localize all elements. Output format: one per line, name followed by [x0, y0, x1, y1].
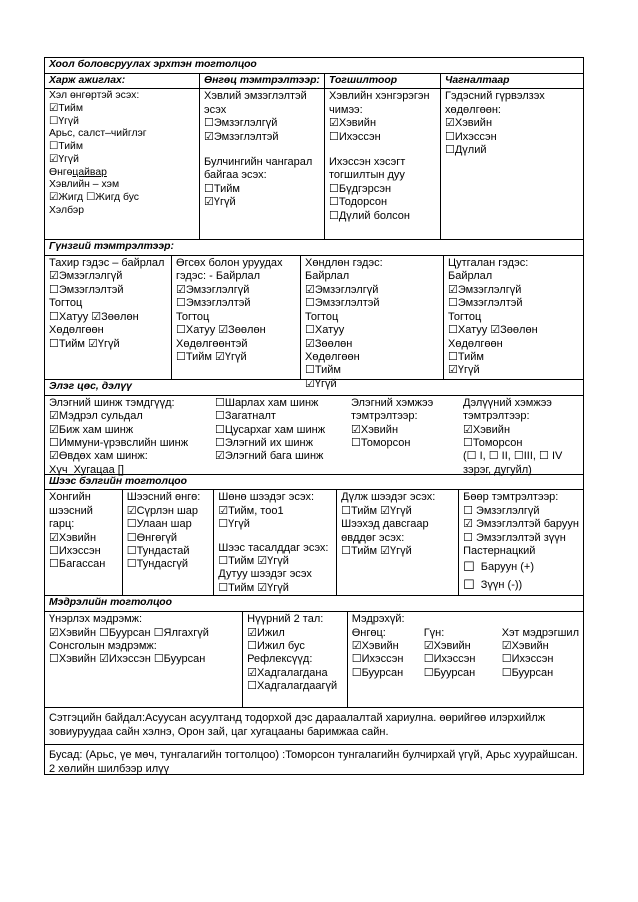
sound-dull-option[interactable]: ☐Бүдгэрсэн: [329, 182, 392, 195]
asc-desc-mobility-options[interactable]: ☐Тийм ☑Үгүй: [176, 350, 247, 363]
smell-options[interactable]: ☑Хэвийн ☐Буурсан ☐Ялгахгүй: [49, 626, 209, 639]
auscultation-heading: Чагналтаар: [440, 74, 583, 89]
itching-option[interactable]: ☐Загатналт: [215, 410, 276, 423]
skin-moist-yes[interactable]: ☐Тийм: [49, 141, 83, 153]
hearing-options[interactable]: ☐Хэвийн ☑Ихэссэн ☐Буурсан: [49, 653, 206, 666]
hypersensitivity-increased[interactable]: ☐Ихэссэн: [501, 653, 554, 666]
no-tenderness-option[interactable]: ☐Эмзэглэлгүй: [204, 117, 278, 130]
sediment-no[interactable]: ☐Тундасгүй: [126, 558, 188, 571]
transverse-mobility-yes[interactable]: ☐Тийм: [305, 364, 341, 377]
hearing-label: Сонсголын мэдрэмж:: [49, 639, 157, 652]
sensation-label: Мэдрэхүй:: [351, 613, 405, 626]
hypersensitivity-label: Хэт мэдрэгшил: [501, 626, 579, 639]
output-normal[interactable]: ☑Хэвийн: [49, 531, 97, 544]
liver-size-label-2: тэмтрэлтээр:: [351, 410, 418, 423]
sigmoid-position-label: Тахир гэдэс – байрлал: [49, 257, 165, 270]
nervous-row: [45, 611, 583, 707]
transverse-colon-cell: [300, 256, 443, 390]
kidney-palpation-label: Бөөр тэмтрэлтээр:: [463, 491, 559, 504]
immune-inflammation-option[interactable]: ☐Иммуни-үрэвслийн шинж: [49, 436, 189, 449]
cecum-label: Цутгалан гэдэс:: [448, 257, 529, 270]
sound-clear-option[interactable]: ☐Тодорсон: [329, 196, 388, 209]
major-liver-sign-option[interactable]: ☐Элэгний их шинж: [215, 436, 313, 449]
nocturia-yes[interactable]: ☑Тийм, тоо1: [218, 504, 284, 517]
reflexes-label: Рефлексүүд:: [247, 653, 313, 666]
peristalsis-label-2: хөдөлгөөн:: [445, 103, 501, 116]
spleen-grade-note: зэрэг, дугуйл): [463, 463, 532, 476]
liver-size-enlarged[interactable]: ☐Томорсон: [351, 436, 411, 449]
cecum-mobility-label: Хөдөлгөөн: [448, 337, 503, 350]
hypersensitivity-decreased[interactable]: ☐Буурсан: [501, 666, 554, 679]
transverse-position-label: Байрлал: [305, 270, 350, 283]
percussion-cell: [324, 89, 440, 239]
daily-output-label-3: гарц:: [49, 518, 75, 531]
tympanic-label: Хэвлийн хэнгэрэгэн: [329, 90, 430, 103]
form-title: Хоол боловсруулах эрхтэн тогтолцоо: [49, 59, 257, 70]
spleen-size-label-2: тэмтрэлтээр:: [463, 410, 530, 423]
urine-color-cell: [122, 490, 214, 595]
cecum-consistency-label: Тогтоц: [448, 310, 482, 323]
output-increased[interactable]: ☐Ихэссэн: [49, 545, 101, 558]
color-red-yellow[interactable]: ☐Улаан шар: [126, 518, 192, 531]
tenderness-label-2: эсэх: [204, 103, 227, 116]
sigmoid-mobility-label: Хөдөлгөөн: [49, 324, 104, 337]
peristalsis-normal[interactable]: ☑Хэвийн: [445, 117, 493, 130]
face-symmetry-label: Нүүрний 2 тал:: [247, 613, 324, 626]
skin-color-label: Өнгө: [49, 166, 73, 178]
nocturia-label: Шөнө шээдэг эсэх:: [218, 491, 315, 504]
kidney-pain-right[interactable]: ☑ Эмзэглэлтэй баруун: [463, 518, 579, 531]
spacer: [218, 532, 332, 542]
transverse-mobility-label: Хөдөлгөөн: [305, 350, 360, 363]
deep-decreased[interactable]: ☐Буурсан: [423, 666, 476, 679]
pasternatsky-right-row: [463, 561, 579, 574]
transverse-label: Хөндлөн гэдэс:: [305, 257, 383, 270]
tenderness-label: Хэвлий эмзэглэлтэй: [204, 90, 307, 103]
urgency-label: Дүлж шээдэг эсэх:: [341, 491, 436, 504]
transverse-pain[interactable]: ☐Эмзэглэлтэй: [305, 297, 380, 310]
abdomen-symmetry-label: Хэвлийн – хэм: [49, 179, 120, 191]
other-findings-text: Бусад: (Арьс, үе мөч, тунгалагийн тогтолцоо) :Томорсон тунгалагийн булчирхай үгүй, Арьс хуурайшсан. 2 хөлийн шилбээр илүү: [49, 749, 578, 775]
percussion-heading: Тогшилтоор: [324, 74, 440, 89]
abdomen-shape-label: Хэлбэр: [49, 204, 84, 216]
liver-size-label: Элэгний хэмжээ: [351, 396, 434, 409]
checkbox-icon[interactable]: ☐: [463, 559, 475, 575]
spleen-size-cell: [459, 396, 583, 474]
liver-signs-label: Элэгний шинж тэмдгүүд:: [49, 396, 175, 409]
minor-liver-sign-option[interactable]: ☑Элэгний бага шинж: [215, 450, 324, 463]
incomplete-voiding-options[interactable]: ☐Тийм ☑Үгүй: [218, 581, 289, 594]
inspection-heading: Харж ажиглах:: [49, 74, 126, 86]
asc-desc-label: Өгсөх болон уруудах: [176, 257, 283, 270]
reflexes-preserved[interactable]: ☑Хадгалагдана: [247, 666, 328, 679]
output-decreased[interactable]: ☐Багассан: [49, 558, 106, 571]
deep-normal[interactable]: ☑Хэвийн: [423, 639, 471, 652]
superficial-normal[interactable]: ☑Хэвийн: [351, 639, 399, 652]
smell-hearing-cell: [45, 612, 242, 707]
asc-desc-position-label: гэдэс: - Байрлал: [176, 270, 261, 283]
liver-size-normal[interactable]: ☑Хэвийн: [351, 423, 399, 436]
sigmoid-colon-cell: [45, 256, 171, 379]
pasternatsky-left: Зүүн (-)): [480, 578, 523, 591]
spleen-size-normal[interactable]: ☑Хэвийн: [463, 423, 511, 436]
transverse-no-pain[interactable]: ☑Эмзэглэлгүй: [305, 283, 379, 296]
tenderness-option[interactable]: ☑Эмзэглэлтэй: [204, 130, 279, 143]
ascending-descending-cell: [171, 256, 300, 379]
color-straw-yellow[interactable]: ☑Сүрлэн шар: [126, 504, 199, 517]
kidney-palpation-cell: [458, 490, 583, 595]
peristalsis-absent[interactable]: ☐Дүлий: [445, 144, 487, 156]
cecum-pain[interactable]: ☐Эмзэглэлтэй: [448, 297, 523, 310]
urinary-row: [45, 489, 583, 595]
auscultation-cell: [440, 89, 583, 239]
spacer: [204, 144, 320, 156]
nocturia-cell: [213, 490, 336, 595]
liver-signs-cell: [45, 396, 211, 474]
muscle-rigidity-label: Булчингийн чангарал: [204, 156, 313, 168]
asc-desc-pain[interactable]: ☐Эмзэглэлтэй: [176, 297, 251, 310]
liver-signs-cell-2: [211, 396, 347, 474]
transverse-soft[interactable]: ☑Зөөлөн: [305, 337, 353, 350]
tongue-coating-label: Хэл өнгөртэй эсэх:: [49, 90, 140, 102]
percussion-sound-label: Ихэссэн хэсэгт: [329, 156, 406, 168]
peristalsis-label: Гэдэсний гүрвэлзэх: [445, 90, 545, 103]
muscle-rigidity-label-2: байгаа эсэх:: [204, 169, 267, 182]
asc-desc-consistency-label: Тогтоц: [176, 310, 210, 323]
cecum-cell: [443, 256, 583, 379]
percussion-sound-label-2: тогшилтын дуу: [329, 169, 405, 182]
sigmoid-pain[interactable]: ☐Эмзэглэлтэй: [49, 283, 124, 296]
superficial-increased[interactable]: ☐Ихэссэн: [351, 653, 404, 666]
transverse-hard[interactable]: ☐Хатуу: [305, 324, 345, 337]
liver-heading: Элэг цөс, дэлүү: [49, 381, 132, 393]
form-title-row: [45, 58, 583, 73]
superficial-label: Өнгөц:: [351, 626, 386, 639]
superficial-column: [352, 627, 424, 681]
mental-status-row: [45, 707, 583, 744]
checkbox-icon[interactable]: ☐: [463, 576, 475, 592]
cecum-mobility-yes[interactable]: ☐Тийм: [448, 350, 484, 363]
color-colorless[interactable]: ☐Өнгөгүй: [126, 531, 178, 544]
skin-moist-no[interactable]: ☑Үгүй: [49, 153, 79, 165]
reflexes-not-preserved[interactable]: ☐Хадгалагдаагүй: [247, 680, 338, 693]
superficial-decreased[interactable]: ☐Буурсан: [351, 666, 404, 679]
exam-header-row: [45, 73, 583, 89]
mental-status-text: Сэтгэцийн байдал:Асуусан асуултанд тодорхой дэс дараалалтай хариулна. өөрийгөө илэрхийлж зовиуруудаа сайн хэлнэ, Орон зай, цаг хугацааны баримжаа сайн.: [49, 712, 546, 738]
sigmoid-consistency-label: Тогтоц: [49, 297, 83, 310]
face-symmetric[interactable]: ☑Ижил: [247, 626, 285, 639]
exam-body-row: [45, 88, 583, 239]
liver-header-row: [45, 379, 583, 395]
pasternatsky-left-row: [463, 576, 579, 592]
assessment-form: [44, 57, 584, 775]
palpation-cell: [199, 89, 324, 239]
deep-column: [424, 627, 502, 681]
sigmoid-mobility-options[interactable]: ☐Тийм ☑Үгүй: [49, 337, 120, 350]
tympanic-label-2: чимээ:: [329, 103, 363, 116]
tympanic-increased[interactable]: ☐Ихэссэн: [329, 130, 381, 143]
incomplete-voiding-label: Дутуу шээдэг эсэх: [218, 568, 312, 581]
spleen-grade-options[interactable]: (☐ I, ☐ II, ☐III, ☐ IV: [463, 450, 563, 463]
hypersensitivity-normal[interactable]: ☑Хэвийн: [501, 639, 549, 652]
asc-desc-no-pain[interactable]: ☑Эмзэглэлгүй: [176, 283, 250, 296]
cecum-consistency-options[interactable]: ☐Хатуу ☑Зөөлөн: [448, 324, 538, 337]
bladder-pain-options[interactable]: ☐Тийм ☑Үгүй: [341, 545, 412, 558]
peristalsis-increased[interactable]: ☐Ихэссэн: [445, 130, 497, 143]
spleen-size-enlarged[interactable]: ☐Томорсон: [463, 436, 523, 449]
nocturia-no[interactable]: ☐Үгүй: [218, 518, 250, 531]
pain-syndrome-option[interactable]: ☑Өвдөх хам шинж:: [49, 450, 148, 463]
deep-increased[interactable]: ☐Ихэссэн: [423, 653, 476, 666]
sound-flat-option[interactable]: ☐Дүлий болсон: [329, 209, 410, 222]
nervous-header-row: [45, 595, 583, 611]
dysuria-cell: [336, 490, 458, 595]
tongue-coating-yes[interactable]: ☑Тийм: [49, 103, 83, 115]
pasternatsky-label: Пастернацкий: [463, 545, 536, 558]
skin-color-value: цайвар: [72, 166, 107, 178]
spleen-size-label: Дэлүүний хэмжээ: [463, 396, 552, 409]
bladder-pain-label-2: өвддөг эсэх:: [341, 531, 405, 544]
asthenic-syndrome-option[interactable]: ☑Мэдрэл сульдал: [49, 410, 143, 423]
nervous-heading: Мэдрэлийн тогтолцоо: [49, 597, 172, 609]
abdomen-symmetry-options[interactable]: ☑Жигд ☐Жигд бус: [49, 191, 139, 203]
skin-moist-label: Арьс, салст–чийглэг: [49, 128, 147, 140]
cecum-no-pain[interactable]: ☑Эмзэглэлгүй: [448, 283, 522, 296]
deep-palpation-header-row: [45, 239, 583, 255]
smell-label: Үнэрлэх мэдрэмж:: [49, 613, 143, 626]
daily-output-label: Хонгийн: [49, 491, 91, 504]
kidney-no-pain[interactable]: ☐ Эмзэглэлгүй: [463, 504, 540, 517]
liver-row: [45, 395, 583, 474]
pain-duration-field[interactable]: Хүч_Хугацаа []: [49, 463, 124, 476]
face-asymmetric[interactable]: ☐Ижил бус: [247, 639, 305, 652]
muscle-rigidity-yes[interactable]: ☐Тийм: [204, 182, 240, 195]
sensation-columns: [352, 627, 579, 681]
inspection-cell: [45, 89, 199, 239]
urinary-header-row: [45, 474, 583, 490]
bladder-pain-label: Шээхэд давсгаар: [341, 518, 429, 531]
palpation-heading: Өнгөц тэмтрэлтээр:: [199, 74, 324, 89]
sigmoid-consistency-options[interactable]: ☐Хатуу ☑Зөөлөн: [49, 310, 139, 323]
asc-desc-mobility-label: Хөдөлгөөнтэй: [176, 337, 248, 350]
other-row: [45, 744, 583, 774]
sensation-cell: [347, 612, 583, 707]
deep-label: Гүн:: [423, 626, 445, 639]
muscle-rigidity-no[interactable]: ☑Үгүй: [204, 196, 236, 209]
hemorrhagic-option[interactable]: ☐Цусархаг хам шинж: [215, 423, 326, 436]
sigmoid-no-pain[interactable]: ☑Эмзэглэлгүй: [49, 270, 123, 283]
tongue-coating-no[interactable]: ☐Үгүй: [49, 115, 79, 127]
spacer: [329, 144, 436, 156]
jaundice-option[interactable]: ☐Шарлах хам шинж: [215, 396, 319, 409]
tympanic-normal[interactable]: ☑Хэвийн: [329, 117, 377, 130]
cecum-position-label: Байрлал: [448, 270, 493, 283]
daily-output-cell: [45, 490, 122, 595]
urine-color-label: Шээсний өнгө:: [126, 491, 201, 504]
sediment-yes[interactable]: ☐Тундастай: [126, 545, 190, 558]
urinary-heading: Шээс бэлгийн тогтолцоо: [49, 475, 187, 487]
transverse-consistency-label: Тогтоц: [305, 310, 339, 323]
liver-size-cell: [347, 396, 459, 474]
interrupted-stream-label: Шээс тасалддаг эсэх:: [218, 541, 329, 554]
dyspeptic-syndrome-option[interactable]: ☑Биж хам шинж: [49, 423, 134, 436]
cecum-mobility-no[interactable]: ☑Үгүй: [448, 364, 480, 377]
hypersensitivity-column: [502, 627, 579, 681]
transverse-mobility-no[interactable]: ☑Үгүй: [305, 377, 337, 390]
pasternatsky-right: Баруун (+): [480, 561, 534, 574]
deep-palpation-heading: Гүнзгий тэмтрэлтээр:: [49, 241, 174, 253]
urgency-options[interactable]: ☐Тийм ☑Үгүй: [341, 504, 412, 517]
daily-output-label-2: шээсний: [49, 504, 93, 517]
face-reflex-cell: [242, 612, 347, 707]
asc-desc-consistency-options[interactable]: ☐Хатуу ☑Зөөлөн: [176, 324, 266, 337]
interrupted-stream-options[interactable]: ☐Тийм ☑Үгүй: [218, 555, 289, 568]
kidney-pain-left[interactable]: ☐ Эмзэглэлтэй зүүн: [463, 531, 566, 544]
skin-color-line: [49, 167, 195, 180]
